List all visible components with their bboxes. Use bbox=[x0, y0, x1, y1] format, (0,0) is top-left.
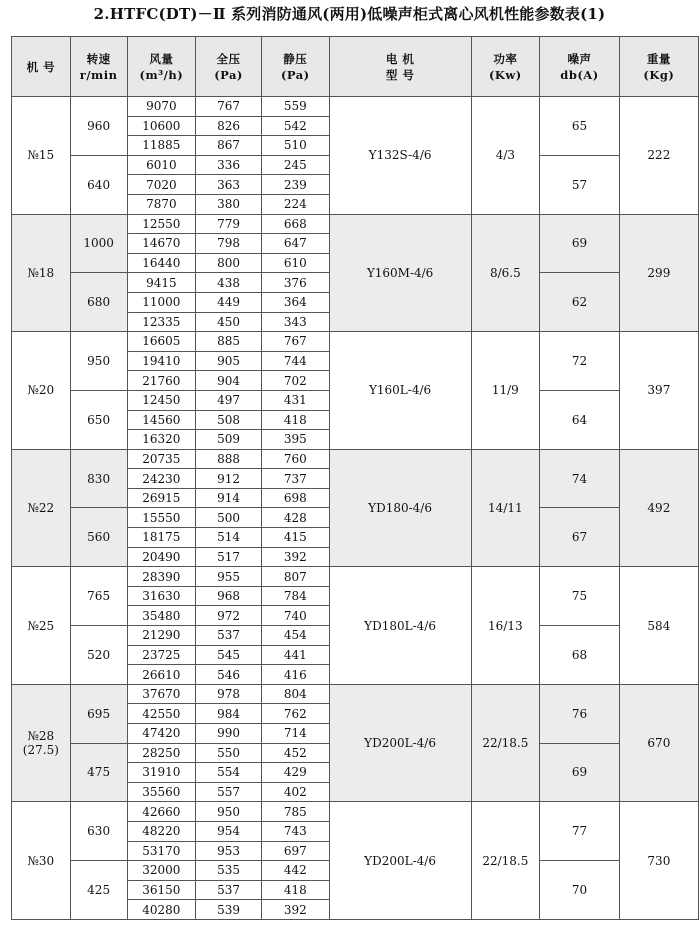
performance-table-wrapper bbox=[11, 36, 699, 920]
power-cell: 16/13 bbox=[471, 567, 540, 685]
static-pressure-cell: 784 bbox=[261, 586, 329, 606]
total-pressure-cell: 336 bbox=[196, 155, 262, 175]
airflow-cell: 26610 bbox=[127, 665, 196, 685]
airflow-cell: 9070 bbox=[127, 97, 196, 117]
static-pressure-cell: 785 bbox=[261, 802, 329, 822]
weight-cell: 222 bbox=[619, 97, 698, 215]
static-pressure-cell: 737 bbox=[261, 469, 329, 489]
total-pressure-cell: 978 bbox=[196, 684, 262, 704]
total-pressure-cell: 517 bbox=[196, 547, 262, 567]
airflow-cell: 7020 bbox=[127, 175, 196, 195]
static-pressure-cell: 431 bbox=[261, 390, 329, 410]
total-pressure-cell: 990 bbox=[196, 724, 262, 744]
airflow-cell: 35480 bbox=[127, 606, 196, 626]
power-cell: 8/6.5 bbox=[471, 214, 540, 332]
total-pressure-cell: 514 bbox=[196, 528, 262, 548]
static-pressure-cell: 452 bbox=[261, 743, 329, 763]
airflow-cell: 47420 bbox=[127, 724, 196, 744]
weight-cell: 299 bbox=[619, 214, 698, 332]
table-row bbox=[12, 214, 699, 234]
static-pressure-cell: 441 bbox=[261, 645, 329, 665]
static-pressure-cell: 395 bbox=[261, 430, 329, 450]
total-pressure-cell: 546 bbox=[196, 665, 262, 685]
total-pressure-cell: 798 bbox=[196, 234, 262, 254]
header-static-pressure-line1: 静压 bbox=[283, 51, 308, 66]
total-pressure-cell: 557 bbox=[196, 782, 262, 802]
static-pressure-cell: 804 bbox=[261, 684, 329, 704]
airflow-cell: 28390 bbox=[127, 567, 196, 587]
airflow-cell: 12550 bbox=[127, 214, 196, 234]
static-pressure-cell: 418 bbox=[261, 410, 329, 430]
static-pressure-cell: 542 bbox=[261, 116, 329, 136]
total-pressure-cell: 905 bbox=[196, 351, 262, 371]
header-static-pressure bbox=[261, 37, 329, 97]
table-row bbox=[12, 449, 699, 469]
table-row bbox=[12, 684, 699, 704]
total-pressure-cell: 888 bbox=[196, 449, 262, 469]
power-cell: 4/3 bbox=[471, 97, 540, 215]
total-pressure-cell: 904 bbox=[196, 371, 262, 391]
total-pressure-cell: 867 bbox=[196, 136, 262, 156]
header-weight bbox=[619, 37, 698, 97]
speed-cell: 520 bbox=[70, 626, 127, 685]
noise-cell: 72 bbox=[540, 332, 620, 391]
static-pressure-cell: 442 bbox=[261, 861, 329, 881]
airflow-cell: 36150 bbox=[127, 880, 196, 900]
static-pressure-cell: 418 bbox=[261, 880, 329, 900]
noise-cell: 75 bbox=[540, 567, 620, 626]
total-pressure-cell: 449 bbox=[196, 292, 262, 312]
airflow-cell: 42550 bbox=[127, 704, 196, 724]
total-pressure-cell: 509 bbox=[196, 430, 262, 450]
total-pressure-cell: 545 bbox=[196, 645, 262, 665]
airflow-cell: 14560 bbox=[127, 410, 196, 430]
airflow-cell: 19410 bbox=[127, 351, 196, 371]
airflow-cell: 12335 bbox=[127, 312, 196, 332]
noise-cell: 64 bbox=[540, 390, 620, 449]
header-motor-model bbox=[329, 37, 471, 97]
static-pressure-cell: 744 bbox=[261, 351, 329, 371]
table-row bbox=[12, 332, 699, 352]
weight-cell: 670 bbox=[619, 684, 698, 802]
static-pressure-cell: 343 bbox=[261, 312, 329, 332]
airflow-cell: 53170 bbox=[127, 841, 196, 861]
power-cell: 11/9 bbox=[471, 332, 540, 450]
airflow-cell: 26915 bbox=[127, 488, 196, 508]
static-pressure-cell: 762 bbox=[261, 704, 329, 724]
speed-cell: 765 bbox=[70, 567, 127, 626]
airflow-cell: 24230 bbox=[127, 469, 196, 489]
total-pressure-cell: 912 bbox=[196, 469, 262, 489]
airflow-cell: 16320 bbox=[127, 430, 196, 450]
power-cell: 22/18.5 bbox=[471, 802, 540, 920]
static-pressure-cell: 760 bbox=[261, 449, 329, 469]
airflow-cell: 6010 bbox=[127, 155, 196, 175]
airflow-cell: 14670 bbox=[127, 234, 196, 254]
total-pressure-cell: 885 bbox=[196, 332, 262, 352]
fan-model-cell: №20 bbox=[12, 332, 71, 450]
motor-model-cell: Y132S-4/6 bbox=[329, 97, 471, 215]
airflow-cell: 20490 bbox=[127, 547, 196, 567]
total-pressure-cell: 950 bbox=[196, 802, 262, 822]
total-pressure-cell: 767 bbox=[196, 97, 262, 117]
header-speed bbox=[70, 37, 127, 97]
total-pressure-cell: 800 bbox=[196, 253, 262, 273]
total-pressure-cell: 508 bbox=[196, 410, 262, 430]
motor-model-cell: YD200L-4/6 bbox=[329, 802, 471, 920]
airflow-cell: 9415 bbox=[127, 273, 196, 293]
static-pressure-cell: 714 bbox=[261, 724, 329, 744]
airflow-cell: 18175 bbox=[127, 528, 196, 548]
airflow-cell: 16440 bbox=[127, 253, 196, 273]
fan-model-cell: №15 bbox=[12, 97, 71, 215]
airflow-cell: 11000 bbox=[127, 292, 196, 312]
static-pressure-cell: 245 bbox=[261, 155, 329, 175]
total-pressure-cell: 550 bbox=[196, 743, 262, 763]
weight-cell: 397 bbox=[619, 332, 698, 450]
static-pressure-cell: 224 bbox=[261, 194, 329, 214]
noise-cell: 69 bbox=[540, 214, 620, 273]
table-body bbox=[12, 97, 699, 920]
total-pressure-cell: 779 bbox=[196, 214, 262, 234]
header-noise-line1: 噪声 bbox=[567, 51, 592, 66]
airflow-cell: 23725 bbox=[127, 645, 196, 665]
static-pressure-cell: 702 bbox=[261, 371, 329, 391]
header-noise-line2: db(A) bbox=[560, 67, 599, 82]
total-pressure-cell: 537 bbox=[196, 880, 262, 900]
total-pressure-cell: 535 bbox=[196, 861, 262, 881]
airflow-cell: 10600 bbox=[127, 116, 196, 136]
motor-model-cell: Y160M-4/6 bbox=[329, 214, 471, 332]
static-pressure-cell: 428 bbox=[261, 508, 329, 528]
header-motor-model-line1: 电 机 bbox=[385, 51, 415, 66]
noise-cell: 65 bbox=[540, 97, 620, 156]
airflow-cell: 7870 bbox=[127, 194, 196, 214]
weight-cell: 730 bbox=[619, 802, 698, 920]
total-pressure-cell: 497 bbox=[196, 390, 262, 410]
header-static-pressure-line2: (Pa) bbox=[280, 67, 310, 82]
speed-cell: 695 bbox=[70, 684, 127, 743]
total-pressure-cell: 450 bbox=[196, 312, 262, 332]
motor-model-cell: YD180L-4/6 bbox=[329, 567, 471, 685]
static-pressure-cell: 376 bbox=[261, 273, 329, 293]
speed-cell: 475 bbox=[70, 743, 127, 802]
total-pressure-cell: 363 bbox=[196, 175, 262, 195]
static-pressure-cell: 429 bbox=[261, 763, 329, 783]
header-model-line1: 机 号 bbox=[26, 59, 56, 74]
static-pressure-cell: 454 bbox=[261, 626, 329, 646]
noise-cell: 68 bbox=[540, 626, 620, 685]
total-pressure-cell: 984 bbox=[196, 704, 262, 724]
performance-table bbox=[11, 36, 699, 920]
header-airflow bbox=[127, 37, 196, 97]
total-pressure-cell: 968 bbox=[196, 586, 262, 606]
power-cell: 14/11 bbox=[471, 449, 540, 567]
header-weight-line2: (Kg) bbox=[643, 67, 675, 82]
weight-cell: 492 bbox=[619, 449, 698, 567]
total-pressure-cell: 438 bbox=[196, 273, 262, 293]
table-row bbox=[12, 567, 699, 587]
header-total-pressure-line2: (Pa) bbox=[214, 67, 243, 82]
noise-cell: 69 bbox=[540, 743, 620, 802]
airflow-cell: 31630 bbox=[127, 586, 196, 606]
static-pressure-cell: 697 bbox=[261, 841, 329, 861]
airflow-cell: 31910 bbox=[127, 763, 196, 783]
speed-cell: 425 bbox=[70, 861, 127, 920]
noise-cell: 62 bbox=[540, 273, 620, 332]
speed-cell: 950 bbox=[70, 332, 127, 391]
speed-cell: 960 bbox=[70, 97, 127, 156]
motor-model-cell: Y160L-4/6 bbox=[329, 332, 471, 450]
total-pressure-cell: 554 bbox=[196, 763, 262, 783]
total-pressure-cell: 500 bbox=[196, 508, 262, 528]
noise-cell: 76 bbox=[540, 684, 620, 743]
static-pressure-cell: 807 bbox=[261, 567, 329, 587]
weight-cell: 584 bbox=[619, 567, 698, 685]
airflow-cell: 37670 bbox=[127, 684, 196, 704]
static-pressure-cell: 364 bbox=[261, 292, 329, 312]
airflow-cell: 16605 bbox=[127, 332, 196, 352]
total-pressure-cell: 953 bbox=[196, 841, 262, 861]
speed-cell: 650 bbox=[70, 390, 127, 449]
airflow-cell: 40280 bbox=[127, 900, 196, 920]
noise-cell: 57 bbox=[540, 155, 620, 214]
noise-cell: 77 bbox=[540, 802, 620, 861]
total-pressure-cell: 539 bbox=[196, 900, 262, 920]
static-pressure-cell: 698 bbox=[261, 488, 329, 508]
fan-model-cell: №25 bbox=[12, 567, 71, 685]
motor-model-cell: YD180-4/6 bbox=[329, 449, 471, 567]
static-pressure-cell: 239 bbox=[261, 175, 329, 195]
header-row bbox=[12, 37, 699, 97]
airflow-cell: 11885 bbox=[127, 136, 196, 156]
speed-cell: 640 bbox=[70, 155, 127, 214]
speed-cell: 680 bbox=[70, 273, 127, 332]
static-pressure-cell: 767 bbox=[261, 332, 329, 352]
static-pressure-cell: 392 bbox=[261, 547, 329, 567]
static-pressure-cell: 415 bbox=[261, 528, 329, 548]
header-total-pressure-line1: 全压 bbox=[216, 51, 241, 66]
static-pressure-cell: 559 bbox=[261, 97, 329, 117]
header-noise bbox=[540, 37, 620, 97]
total-pressure-cell: 914 bbox=[196, 488, 262, 508]
static-pressure-cell: 647 bbox=[261, 234, 329, 254]
fan-model-cell: №18 bbox=[12, 214, 71, 332]
airflow-cell: 12450 bbox=[127, 390, 196, 410]
speed-cell: 560 bbox=[70, 508, 127, 567]
total-pressure-cell: 380 bbox=[196, 194, 262, 214]
table-row bbox=[12, 97, 699, 117]
airflow-cell: 32000 bbox=[127, 861, 196, 881]
airflow-cell: 21760 bbox=[127, 371, 196, 391]
header-model bbox=[12, 37, 71, 97]
total-pressure-cell: 954 bbox=[196, 821, 262, 841]
noise-cell: 70 bbox=[540, 861, 620, 920]
header-power-line1: 功率 bbox=[493, 51, 518, 66]
static-pressure-cell: 402 bbox=[261, 782, 329, 802]
total-pressure-cell: 826 bbox=[196, 116, 262, 136]
header-speed-line1: 转速 bbox=[86, 51, 111, 66]
airflow-cell: 48220 bbox=[127, 821, 196, 841]
static-pressure-cell: 610 bbox=[261, 253, 329, 273]
airflow-cell: 15550 bbox=[127, 508, 196, 528]
header-total-pressure bbox=[196, 37, 262, 97]
header-airflow-line1: 风量 bbox=[149, 51, 174, 66]
total-pressure-cell: 537 bbox=[196, 626, 262, 646]
airflow-cell: 42660 bbox=[127, 802, 196, 822]
motor-model-cell: YD200L-4/6 bbox=[329, 684, 471, 802]
header-motor-model-line2: 型 号 bbox=[385, 67, 415, 82]
header-speed-line2: r/min bbox=[79, 67, 118, 82]
noise-cell: 74 bbox=[540, 449, 620, 508]
static-pressure-cell: 743 bbox=[261, 821, 329, 841]
noise-cell: 67 bbox=[540, 508, 620, 567]
static-pressure-cell: 416 bbox=[261, 665, 329, 685]
total-pressure-cell: 955 bbox=[196, 567, 262, 587]
fan-model-cell: №28 (27.5) bbox=[12, 684, 71, 802]
header-weight-line1: 重量 bbox=[646, 51, 671, 66]
table-row bbox=[12, 802, 699, 822]
static-pressure-cell: 392 bbox=[261, 900, 329, 920]
airflow-cell: 35560 bbox=[127, 782, 196, 802]
speed-cell: 630 bbox=[70, 802, 127, 861]
page-title: 2.HTFC(DT)－Ⅱ 系列消防通风(两用)低噪声柜式离心风机性能参数表(1) bbox=[93, 5, 606, 23]
speed-cell: 830 bbox=[70, 449, 127, 508]
speed-cell: 1000 bbox=[70, 214, 127, 273]
header-power bbox=[471, 37, 540, 97]
airflow-cell: 20735 bbox=[127, 449, 196, 469]
fan-model-cell: №30 bbox=[12, 802, 71, 920]
fan-model-cell: №22 bbox=[12, 449, 71, 567]
header-power-line2: (Kw) bbox=[488, 67, 522, 82]
airflow-cell: 21290 bbox=[127, 626, 196, 646]
static-pressure-cell: 510 bbox=[261, 136, 329, 156]
total-pressure-cell: 972 bbox=[196, 606, 262, 626]
header-airflow-line2: (m³/h) bbox=[139, 67, 184, 82]
static-pressure-cell: 668 bbox=[261, 214, 329, 234]
airflow-cell: 28250 bbox=[127, 743, 196, 763]
static-pressure-cell: 740 bbox=[261, 606, 329, 626]
power-cell: 22/18.5 bbox=[471, 684, 540, 802]
